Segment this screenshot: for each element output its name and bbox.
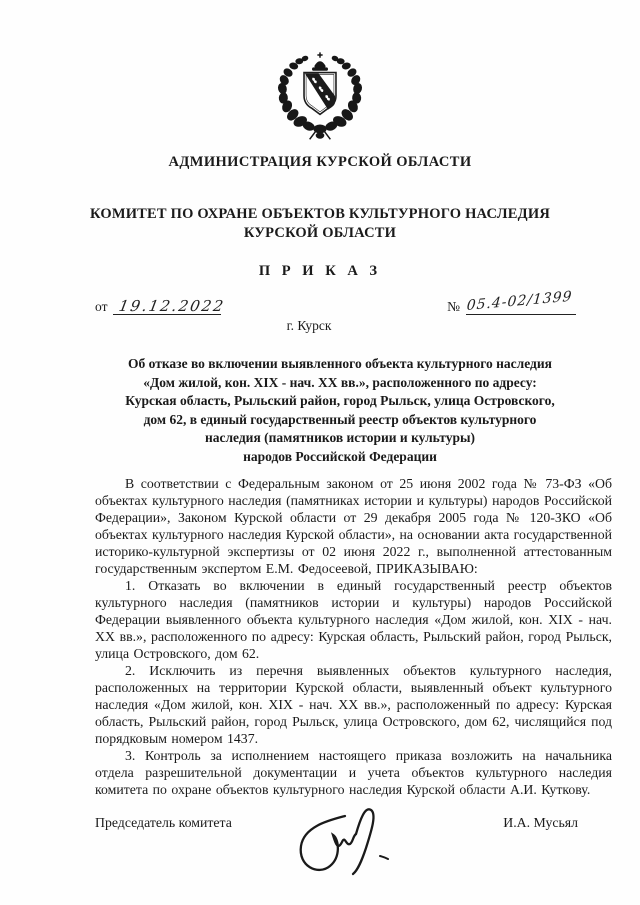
date-field — [95, 297, 227, 315]
handwritten-number-value: 05.4-02/1399 — [466, 288, 574, 314]
committee-name-line1: КОМИТЕТ ПО ОХРАНЕ ОБЪЕКТОВ КУЛЬТУРНОГО НАСЛЕДИЯ — [89, 206, 551, 222]
organization-name: АДМИНИСТРАЦИЯ КУРСКОЙ ОБЛАСТИ — [168, 154, 472, 170]
kursk-region-coat-of-arms-icon — [273, 50, 367, 144]
committee-name-line2: КУРСКОЙ ОБЛАСТИ — [243, 224, 397, 241]
city-name: г. Курск — [286, 318, 332, 333]
order-item-2: 2. Исключить из перечня выявленных объектов культурного наследия, расположенных на территории Курской области, выявленный объект культурного наследия «Дом жилой, кон. XIX - нач. XX вв.», расположенный по адресу: Курская область, Рыльский район, город Рыльск, улица Островского, дом 62, числящийся под порядковым номером 1437. — [95, 662, 612, 746]
signoff-position: Председатель комитета — [95, 814, 232, 830]
number-underline — [466, 288, 576, 315]
preamble-paragraph: В соответствии с Федеральным законом от 25 июня 2002 года № 73-ФЗ «Об объектах культурного наследия (памятниках истории и культуры) народов Российской Федерации», Законом Курской области от 29 декабря 2005 года № 120-ЗКО «Об объектах культурного наследия Курской области», на основании акта государственной историко-культурной экспертизы от 02 июня 2022 г., выполненной аттестованным государственным экспертом Е.М. Федосеевой, ПРИКАЗЫВАЮ: — [95, 475, 612, 576]
order-title-line: Об отказе во включении выявленного объекта культурного наследия — [128, 356, 552, 371]
order-title-line: народов Российской Федерации — [243, 448, 437, 464]
date-underline — [113, 297, 227, 315]
requisites-row — [95, 288, 576, 315]
number-field — [447, 288, 576, 315]
date-label: от — [95, 299, 108, 314]
order-item-3: 3. Контроль за исполнением настоящего приказа возложить на начальника отдела разрешительной документации и учета объектов культурного наследия комитета по охране объектов культурного наследия Курской области А.И. Куткову. — [95, 747, 612, 797]
order-title-line: дом 62, в единый государственный реестр объектов культурного — [143, 411, 537, 427]
order-body — [95, 475, 612, 798]
order-title-line: «Дом жилой, кон. XIX - нач. XX вв.», расположенного по адресу: — [143, 374, 537, 390]
document-type-heading: П Р И К А З — [258, 263, 382, 279]
order-title-line: Курская область, Рыльский район, город Рыльск, улица Островского, — [125, 393, 555, 409]
order-title-line: наследия (памятников истории и культуры) — [204, 430, 476, 446]
signoff-name: И.А. Мусьял — [503, 814, 578, 830]
committee-name — [0, 205, 640, 242]
order-item-1: 1. Отказать во включении в единый государственный реестр объектов культурного наследия (памятников истории и культуры) народов Российской Федерации выявленного объекта культурного наследия «Дом жилой, кон. XIX - нач. XX вв.», расположенного по адресу: Курская область, Рыльский район, город Рыльск, улица Островского, дом 62. — [95, 577, 612, 661]
handwritten-signature-icon — [290, 804, 420, 884]
emblem-container — [0, 0, 640, 144]
handwritten-date-value: 19.12.2022 — [117, 297, 227, 315]
number-label: № — [447, 299, 460, 314]
order-title — [70, 355, 610, 467]
